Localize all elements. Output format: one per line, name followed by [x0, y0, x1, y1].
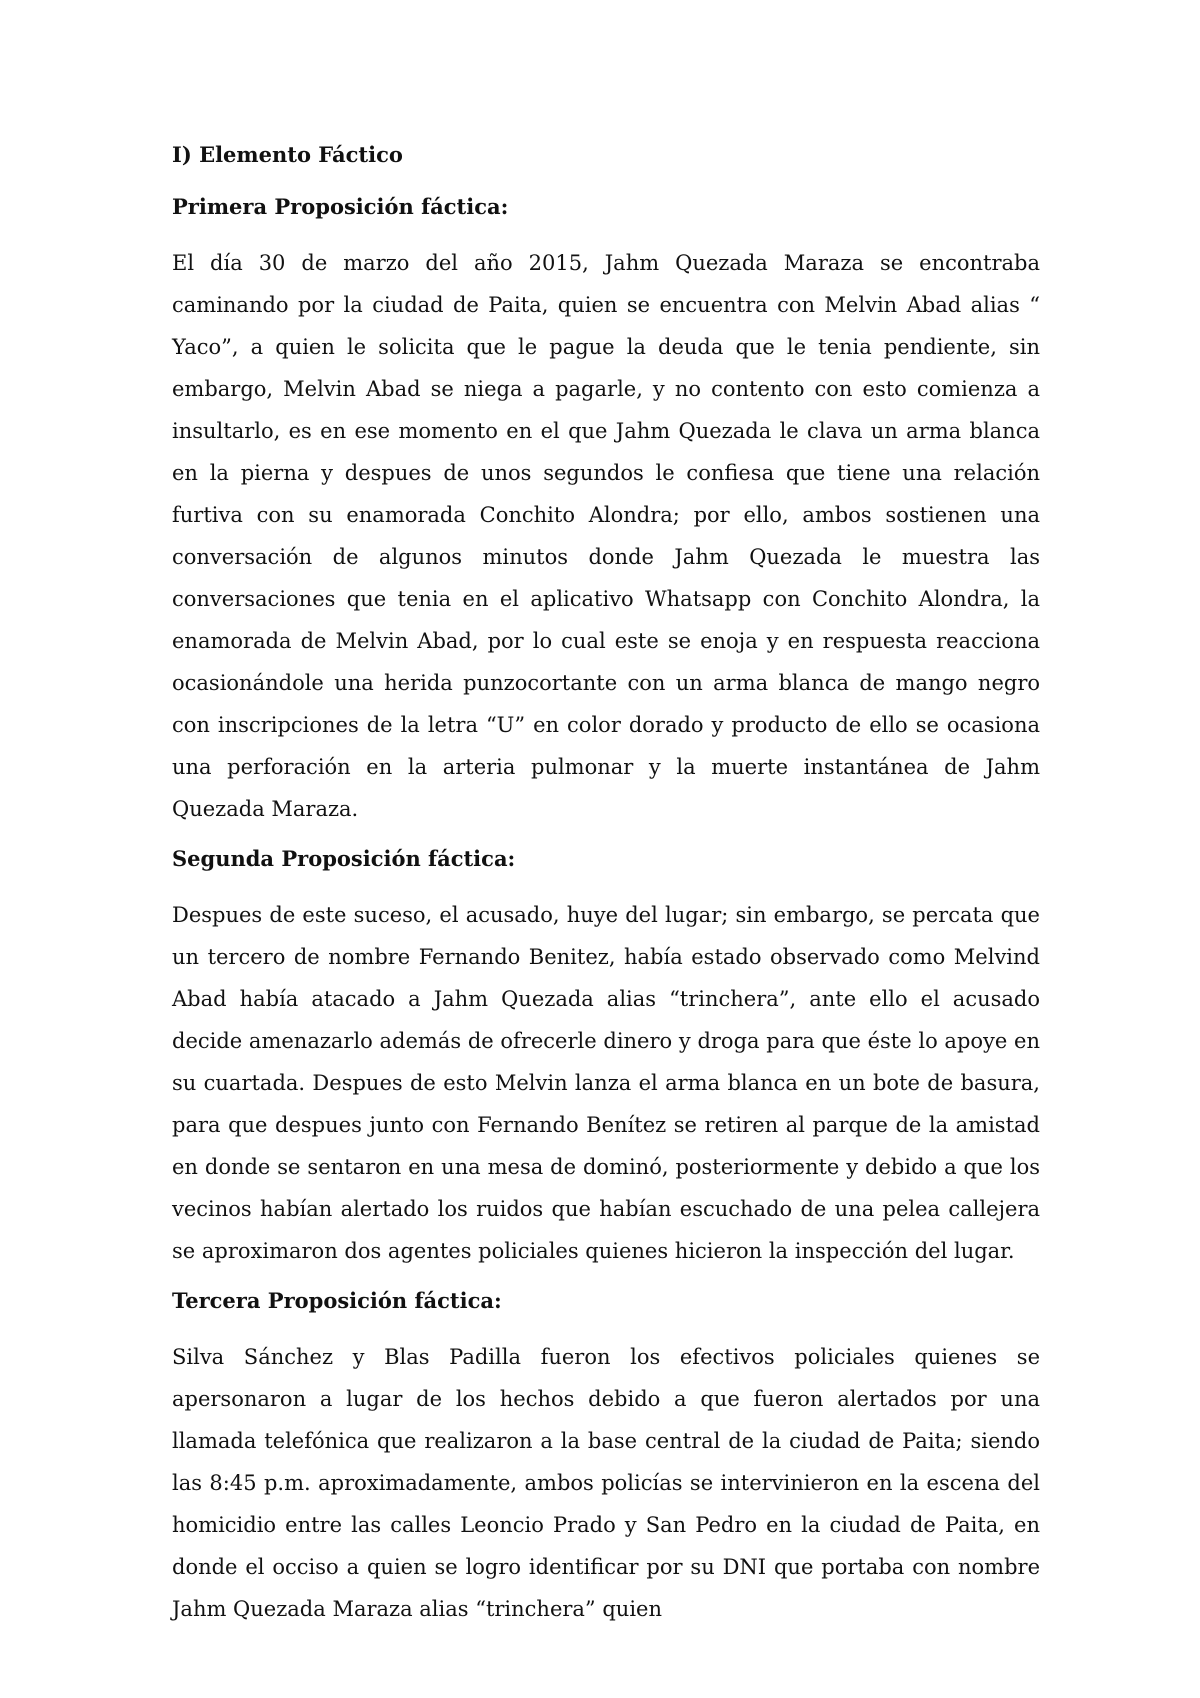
section-heading-primera: Primera Proposición fáctica:	[172, 194, 509, 219]
section-heading-segunda: Segunda Proposición fáctica:	[172, 846, 516, 871]
section-paragraph-primera: El día 30 de marzo del año 2015, Jahm Quezada Maraza se encontraba caminando por la ciudad de Paita, quien se encuentra con Melvin Abad alias “ Yaco”, a quien le solicita que le pague la deuda que le tenia pendiente, sin embargo, Melvin Abad se niega a pagarle, y no contento con esto comienza a insultarlo, es en ese momento en el que Jahm Quezada le clava un arma blanca en la pierna y despues de unos segundos le confiesa que tiene una relación furtiva con su enamorada Conchito Alondra; por ello, ambos sostienen una conversación de algunos minutos donde Jahm Quezada le muestra las conversaciones que tenia en el aplicativo Whatsapp con Conchito Alondra, la enamorada de Melvin Abad, por lo cual este se enoja y en respuesta reacciona ocasionándole una herida punzocortante con un arma blanca de mango negro con inscripciones de la letra “U” en color dorado y producto de ello se ocasiona una perforación en la arteria pulmonar y la muerte instantánea de Jahm Quezada Maraza.	[172, 251, 1040, 821]
document-body	[172, 140, 1040, 1644]
main-heading: I) Elemento Fáctico	[172, 142, 403, 167]
section-heading-tercera: Tercera Proposición fáctica:	[172, 1288, 502, 1313]
section-paragraph-segunda: Despues de este suceso, el acusado, huye del lugar; sin embargo, se percata que un tercero de nombre Fernando Benitez, había estado observado como Melvind Abad había atacado a Jahm Quezada alias “trinchera”, ante ello el acusado decide amenazarlo además de ofrecerle dinero y droga para que éste lo apoye en su cuartada. Despues de esto Melvin lanza el arma blanca en un bote de basura, para que despues junto con Fernando Benítez se retiren al parque de la amistad en donde se sentaron en una mesa de dominó, posteriormente y debido a que los vecinos habían alertado los ruidos que habían escuchado de una pelea callejera se aproximaron dos agentes policiales quienes hicieron la inspección del lugar.	[172, 903, 1040, 1263]
section-paragraph-tercera: Silva Sánchez y Blas Padilla fueron los efectivos policiales quienes se apersonaron a lugar de los hechos debido a que fueron alertados por una llamada telefónica que realizaron a la base central de la ciudad de Paita; siendo las 8:45 p.m. aproximadamente, ambos policías se intervinieron en la escena del homicidio entre las calles Leoncio Prado y San Pedro en la ciudad de Paita, en donde el occiso a quien se logro identificar por su DNI que portaba con nombre Jahm Quezada Maraza alias “trinchera” quien	[172, 1345, 1040, 1621]
